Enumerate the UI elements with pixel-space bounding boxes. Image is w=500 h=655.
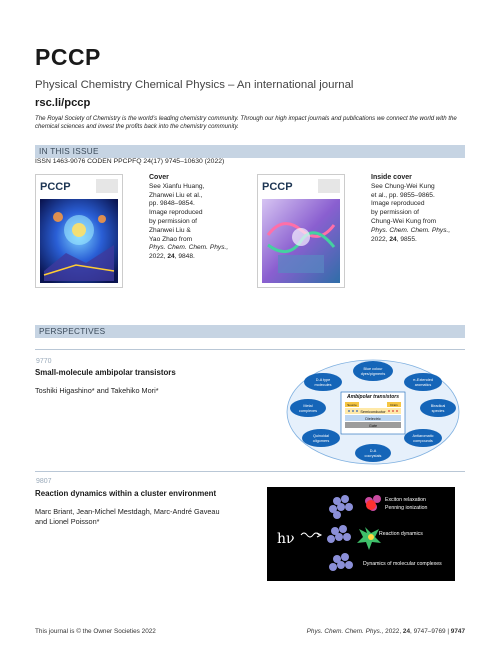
svg-text:π-Extended: π-Extended: [413, 378, 433, 382]
in-this-issue-label: IN THIS ISSUE: [39, 146, 99, 156]
svg-text:D-A type: D-A type: [315, 378, 331, 382]
hv-symbol: hν: [277, 531, 295, 547]
divider: [35, 349, 465, 350]
inside-cover-mini-title: PCCP: [262, 181, 293, 193]
issn-line: ISSN 1463-9076 CODEN PPCPFQ 24(17) 9745–10630 (2022): [35, 158, 225, 165]
inside-cover-line: See Chung-Wei Kung: [371, 182, 435, 190]
cover-line: Zhanwei Liu &: [149, 226, 191, 234]
svg-text:oligomers: oligomers: [312, 439, 330, 443]
cover-caption: [149, 174, 229, 262]
inside-cover-image[interactable]: [257, 174, 345, 288]
intro-paragraph: The Royal Society of Chemistry is the world’s leading chemistry community. Through our high impact journals and publications we connect the world with the chemical sciences and invest the profits back into the chemistry community.: [35, 115, 457, 131]
cover-mini-title: PCCP: [40, 181, 71, 193]
inside-cover-graphic: [258, 175, 344, 287]
svg-text:Blue colour: Blue colour: [363, 367, 383, 371]
cluster-graphic: [267, 487, 455, 581]
label-reaction: Reaction dynamics: [379, 531, 423, 537]
cover-line: Zhanwei Liu et al.,: [149, 191, 203, 199]
svg-text:cocrystals: cocrystals: [364, 454, 382, 458]
svg-text:dyes/pigments: dyes/pigments: [360, 372, 386, 376]
divider: [35, 471, 465, 472]
label-dynamics: Dynamics of molecular complexes: [363, 561, 442, 567]
author-line: and Lionel Poisson*: [35, 517, 100, 526]
node-da-type: [304, 373, 342, 391]
cover-line: Yao Zhao from: [149, 235, 193, 243]
article-authors: [35, 507, 220, 527]
inside-cover-citation: 2022, 24, 9855.: [371, 235, 417, 243]
article-title[interactable]: Small-molecule ambipolar transistors: [35, 368, 176, 377]
diagram-source-label: Source: [347, 403, 357, 407]
cover-journal-ref: Phys. Chem. Chem. Phys.,: [149, 244, 229, 252]
svg-text:aromatics: aromatics: [414, 383, 432, 387]
node-antiaromatic: [404, 429, 442, 447]
article-page-number: 9770: [36, 358, 52, 365]
diagram-dielectric-label: Dielectric: [365, 417, 381, 421]
svg-text:Metal: Metal: [303, 404, 313, 408]
journal-url-link[interactable]: rsc.li/pccp: [35, 97, 91, 109]
inside-cover-heading: Inside cover: [371, 174, 412, 181]
diagram-gate-label: Gate: [368, 424, 378, 428]
cover-line: Image reproduced: [149, 209, 203, 217]
ambipolar-diagram-graphic: [283, 358, 463, 466]
article-page-number: 9807: [36, 478, 52, 485]
svg-text:D-A: D-A: [369, 449, 377, 453]
node-pi-extended: [404, 373, 442, 391]
inside-cover-line: Chung-Wei Kung from: [371, 217, 437, 225]
ambipolar-diagram: [283, 358, 463, 466]
node-metal-complexes: [290, 399, 326, 417]
node-biradical: [420, 399, 456, 417]
inside-cover-line: et al., pp. 9855–9865.: [371, 191, 435, 199]
journal-title: PCCP: [35, 44, 101, 70]
inside-cover-line: by permission of: [371, 209, 420, 217]
inside-cover-journal-ref: Phys. Chem. Chem. Phys.,: [371, 226, 451, 234]
article-title[interactable]: Reaction dynamics within a cluster environment: [35, 489, 217, 498]
page-number: 9747: [450, 628, 465, 635]
cover-line: See Xianfu Huang,: [149, 182, 205, 190]
svg-text:molecules: molecules: [314, 383, 332, 387]
inside-cover-caption: [371, 174, 461, 244]
svg-text:Biradical: Biradical: [430, 404, 446, 408]
svg-text:Quinoidal: Quinoidal: [312, 434, 330, 438]
cover-graphic: [36, 175, 122, 287]
cover-image[interactable]: [35, 174, 123, 288]
in-this-issue-band: [35, 145, 465, 158]
diagram-drain-label: Drain: [390, 403, 398, 407]
diagram-semiconductor-label: Semiconductor: [360, 410, 386, 414]
label-penning: Penning ionization: [385, 505, 428, 511]
cover-line: pp. 9848–9854.: [149, 200, 195, 208]
svg-text:complexes: complexes: [298, 409, 318, 413]
cover-line: by permission of: [149, 217, 198, 225]
svg-text:Antiaromatic: Antiaromatic: [412, 434, 434, 438]
journal-subtitle: Physical Chemistry Chemical Physics – An international journal: [35, 79, 354, 91]
node-blue-dyes: [353, 361, 393, 381]
perspectives-label: PERSPECTIVES: [39, 326, 106, 336]
diagram-center-title: Ambipolar transistors: [347, 394, 399, 400]
node-quinoidal: [302, 429, 340, 447]
footer-copyright: This journal is © the Owner Societies 2022: [35, 628, 156, 635]
node-da-cocrystals: [355, 444, 391, 462]
cluster-graphic-svg: [267, 487, 455, 581]
footer-citation: Phys. Chem. Chem. Phys., 2022, 24, 9747–9769 | 9747: [306, 628, 465, 635]
cover-heading: Cover: [149, 174, 169, 181]
perspectives-band: [35, 325, 465, 338]
svg-text:species: species: [431, 409, 445, 413]
author-line: Marc Briant, Jean-Michel Mestdagh, Marc-André Gaveau: [35, 507, 220, 516]
inside-cover-line: Image reproduced: [371, 200, 425, 208]
svg-text:compounds: compounds: [413, 439, 433, 443]
article-authors: Toshiki Higashino* and Takehiko Mori*: [35, 386, 159, 395]
cover-citation: 2022, 24, 9848.: [149, 253, 195, 261]
label-exciton: Exciton relaxation: [385, 497, 426, 503]
